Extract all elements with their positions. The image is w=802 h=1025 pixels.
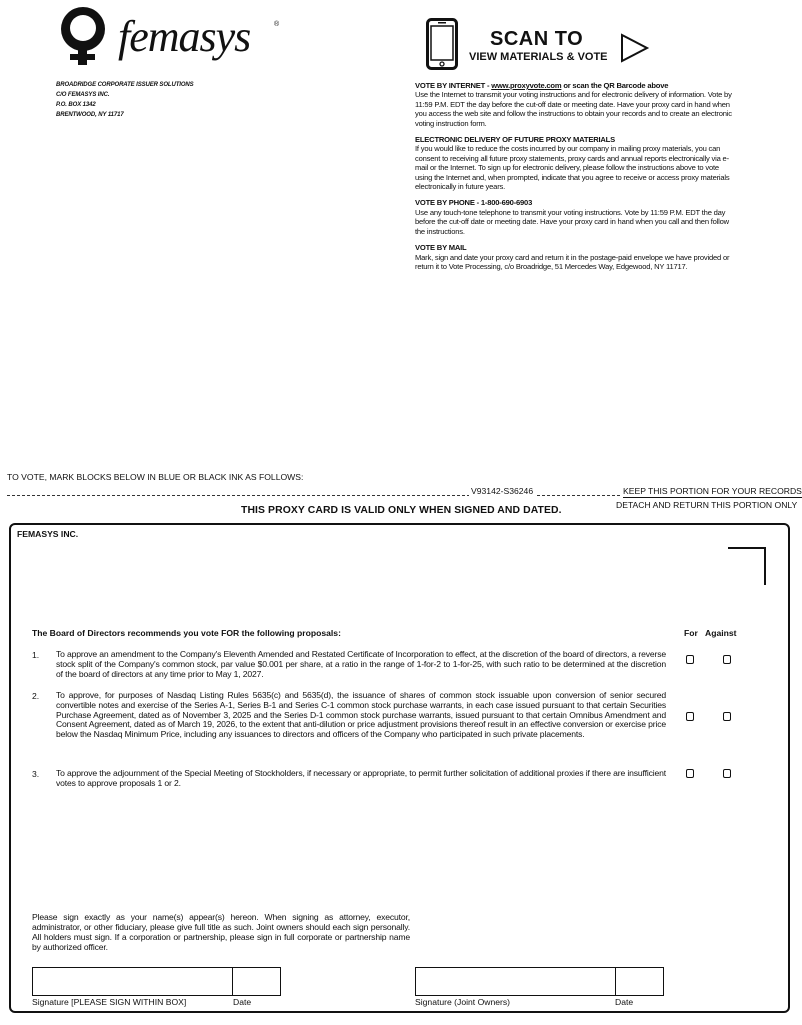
proposal-number: 1.: [32, 650, 40, 660]
voting-instructions: [415, 81, 735, 278]
electronic-delivery-section: [415, 135, 735, 191]
column-for: For: [684, 628, 698, 638]
proposal-text: To approve the adjournment of the Special Meeting of Stockholders, if necessary or appropriate, to permit further solicitation of additional proxies if there are insufficient votes to approve proposals 1 or 2.: [56, 768, 666, 788]
joint-signature-date-divider: [615, 967, 616, 996]
validity-notice: THIS PROXY CARD IS VALID ONLY WHEN SIGNED AND DATED.: [241, 505, 562, 516]
joint-date-label: Date: [615, 997, 634, 1007]
vote-by-internet-section: [415, 81, 735, 128]
company-logo: [56, 5, 286, 65]
signature-field[interactable]: [32, 967, 281, 996]
scan-subtitle: VIEW MATERIALS & VOTE: [469, 51, 608, 63]
board-recommendation: The Board of Directors recommends you vote FOR the following proposals:: [32, 628, 341, 638]
proxyvote-link[interactable]: www.proxyvote.com: [491, 81, 562, 90]
registered-mark: ®: [274, 21, 280, 28]
proposal-number: 2.: [32, 691, 40, 701]
proposal-1-for-checkbox[interactable]: [686, 655, 694, 664]
electronic-heading: ELECTRONIC DELIVERY OF FUTURE PROXY MATERIALS: [415, 135, 615, 145]
proposal-number: 3.: [32, 769, 40, 779]
proposal-text: To approve, for purposes of Nasdaq Listing Rules 5635(c) and 5635(d), the issuance of shares of common stock issuable upon conversion of senior secured convertible notes and exercise of the Series A-1, Series B-1 and Series C-1 common stock purchase warrants, in each case issued pursuant to that certain Securities Purchase Agreement, dated as of November 3, 2025 and the Series D-1 common stock purchase warrants, issued pursuant to that certain Omnibus Amendment and Consent Agreement, dated as of March 19, 2026, to the extent that anti-dilution or price adjustment provisions thereof result in an effective conversion or exercise price below the Nasdaq Minimum Price, including any issuances to directors and officers of the Company who participated in such private placements.: [56, 690, 666, 740]
phone-heading: VOTE BY PHONE - 1-800-690-6903: [415, 198, 533, 208]
scan-title: SCAN TO: [490, 28, 584, 50]
signing-instructions: Please sign exactly as your name(s) appear(s) hereon. When signing as attorney, executor, administrator, or other fiduciary, please give full title as such. Joint owners should each sign personally. All holders must sign. If a corporation or partnership, please sign in full corporate or partnership name by authorized officer.: [32, 912, 410, 952]
smartphone-icon: [426, 18, 458, 70]
proposal-text: To approve an amendment to the Company's Eleventh Amended and Restated Certificate of Incorporation to effect, at the discretion of the board of directors, a reverse stock split of the Company's common stock, par value $0.001 per share, at a ratio in the range of 1-for-2 to 1-for-25, with such ratio to be determined at the discretion of the board of directors at any time prior to May 1, 2027.: [56, 649, 666, 679]
vote-by-mail-section: [415, 243, 735, 271]
corner-mark: [728, 547, 766, 585]
column-against: Against: [705, 628, 737, 638]
vote-by-phone-section: [415, 198, 735, 236]
internet-body: Use the Internet to transmit your voting instructions and for electronic delivery of information. Vote by 11:59 P.M. EDT the day before the cut-off date or meeting date. Have your proxy card in hand when you access the web site and follow the instructions to obtain your records and to create an electronic voting instruction form.: [415, 90, 732, 128]
mail-heading: VOTE BY MAIL: [415, 243, 467, 253]
proposal-3-for-checkbox[interactable]: [686, 769, 694, 778]
address-line: P.O. BOX 1342: [56, 102, 96, 108]
internet-heading: VOTE BY INTERNET -: [415, 81, 492, 90]
joint-signature-field[interactable]: [415, 967, 664, 996]
return-address: [56, 80, 194, 120]
date-label: Date: [233, 997, 252, 1007]
proposal-1-against-checkbox[interactable]: [723, 655, 731, 664]
address-line: C/O FEMASYS INC.: [56, 92, 110, 98]
control-number: V93142-S36246: [471, 486, 534, 496]
logo-wordmark: femasys: [118, 12, 251, 61]
signature-date-divider: [232, 967, 233, 996]
electronic-body: If you would like to reduce the costs incurred by our company in mailing proxy materials, you can consent to receiving all future proxy statements, proxy cards and annual reports electronically via e-mail or the Internet. To sign up for electronic delivery, please follow the instructions above to vote using the Internet and, when prompted, indicate that you agree to receive or access proxy materials electronically in future years.: [415, 144, 730, 192]
ink-instruction: TO VOTE, MARK BLOCKS BELOW IN BLUE OR BLACK INK AS FOLLOWS:: [7, 472, 304, 482]
signature-label: Signature [PLEASE SIGN WITHIN BOX]: [32, 997, 187, 1007]
proposal-2-for-checkbox[interactable]: [686, 712, 694, 721]
keep-portion-label: KEEP THIS PORTION FOR YOUR RECORDS: [623, 486, 802, 496]
phone-body: Use any touch-tone telephone to transmit your voting instructions. Vote by 11:59 P.M. EDT the day before the cut-off date or meeting date. Have your proxy card in hand when you call and then follow the instructions.: [415, 207, 729, 236]
joint-signature-label: Signature (Joint Owners): [415, 997, 511, 1007]
proposal-2-against-checkbox[interactable]: [723, 712, 731, 721]
internet-heading-suffix: or scan the QR Barcode above: [561, 81, 669, 90]
company-name: FEMASYS INC.: [17, 529, 79, 539]
proposal-3-against-checkbox[interactable]: [723, 769, 731, 778]
arrow-right-icon: [620, 33, 650, 63]
mail-body: Mark, sign and date your proxy card and return it in the postage-paid envelope we have provided or return it to Vote Processing, c/o Broadridge, 51 Mercedes Way, Edgewood, NY 11717.: [415, 252, 730, 271]
address-line: BROADRIDGE CORPORATE ISSUER SOLUTIONS: [56, 82, 194, 88]
address-line: BRENTWOOD, NY 11717: [56, 112, 124, 118]
female-symbol-icon: [56, 5, 118, 67]
detach-label: DETACH AND RETURN THIS PORTION ONLY: [616, 500, 798, 510]
